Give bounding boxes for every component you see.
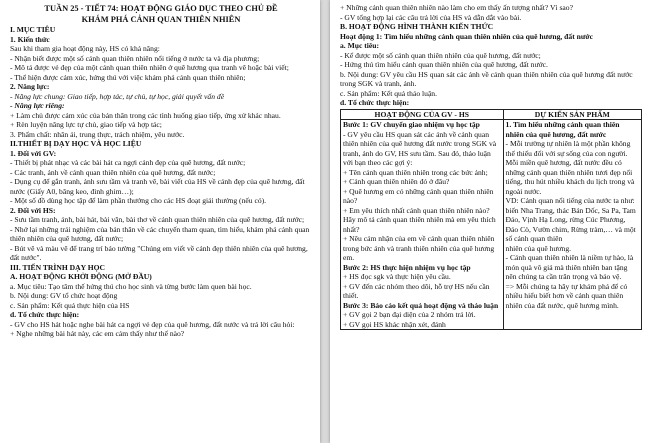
- text-line: - Năng lực riêng:: [10, 101, 65, 110]
- text-line: - Kể được một số cảnh quan thiên nhiên của quê hương, đất nước;: [340, 50, 541, 60]
- text-line: => Mỗi chúng ta hãy tự khám phá để có nhiều hiểu biết hơn về cảnh quan thiên nhiên của đất nước, quê hương mình.: [505, 281, 628, 310]
- left-page-content: [0, 0, 320, 339]
- text-line: - GV yêu cầu HS quan sát các ảnh về cảnh quan thiên nhiên của quê hương đất nước trong SGK và tranh, ảnh do GV, HS sưu tầm. Sau đó, thảo luận với bạn theo các gợi ý:: [343, 129, 497, 167]
- text-line: - GV cho HS hát hoặc nghe bài hát ca ngợi vẻ đẹp của quê hương, đất nước và trả lời câu hỏi:: [10, 319, 295, 329]
- text-line: c. Sản phẩm: Kết quả thảo luận.: [340, 88, 438, 98]
- text-line: - GV tổng hợp lại các câu trả lời của HS và dẫn dắt vào bài.: [340, 12, 522, 22]
- lesson-subtitle: KHÁM PHÁ CẢNH QUAN THIÊN NHIÊN: [81, 15, 241, 24]
- text-line: + Làm chủ được cảm xúc của bản thân trong các tình huống giao tiếp, ứng xử khác nhau.: [10, 110, 281, 120]
- text-line: - Thiết bị phát nhạc và các bài hát ca ngợi cảnh đẹp của quê hương, đất nước;: [10, 158, 246, 167]
- text-line: + GV đến các nhóm theo dõi, hỗ trợ HS nếu cần thiết.: [343, 281, 490, 300]
- text-line: - Năng lực chung: Giao tiếp, hợp tác, tự chủ, tự học, giải quyết vấn đề: [10, 91, 225, 101]
- text-line: 1. Kiến thức: [10, 34, 50, 44]
- table-header-teacher-student: HOẠT ĐỘNG CỦA GV - HS: [341, 109, 504, 120]
- text-line: A. HOẠT ĐỘNG KHỞI ĐỘNG (MỞ ĐẦU): [10, 272, 152, 281]
- text-line: 2. Năng lực:: [10, 82, 50, 91]
- text-line: III. TIẾN TRÌNH DẠY HỌC: [10, 262, 106, 272]
- text-line: + HS đọc sgk và thực hiện yêu cầu.: [343, 272, 451, 281]
- text-line: Sau khi tham gia hoạt động này, HS có khả năng:: [10, 44, 160, 53]
- text-line: a. Mục tiêu: Tạo tâm thế hứng thú cho học sinh và từng bước làm quen bài học.: [10, 281, 252, 291]
- text-line: c. Sản phẩm: Kết quả thực hiện của HS: [10, 300, 130, 310]
- table-header-expected-product: DỰ KIẾN SẢN PHẨM: [503, 109, 641, 120]
- lesson-title: TUẦN 25 - TIẾT 74: HOẠT ĐỘNG GIÁO DỤC THEO CHỦ ĐỀ: [44, 4, 278, 13]
- text-line: nhiên của quê hương.: [505, 243, 572, 253]
- text-line: B. HOẠT ĐỘNG HÌNH THÀNH KIẾN THỨC: [340, 22, 494, 31]
- text-line: 2. Đối với HS:: [10, 205, 56, 215]
- text-line: - Mỗi trường tự nhiên là một phần không thể thiếu đối với sự sống của con người. Mỗi miền quê hương, đất nước đều có những cảnh quan thiên nhiên tươi đẹp nổi tiếng, thu hút nhiều khách du lịch trong và ngoài nước.: [505, 139, 635, 196]
- text-line: 3. Phẩm chất: nhân ái, trung thực, trách nhiệm, yêu nước.: [10, 129, 185, 139]
- text-line: Bước 3: Báo cáo kết quả hoạt động và thảo luận: [343, 300, 499, 310]
- text-line: - Dụng cụ để gắn tranh, ảnh sưu tầm và tranh vẽ, bài viết của HS về cảnh đẹp của quê hương, đất nước (Giấy A0, băng keo, đinh ghim…);: [10, 177, 305, 196]
- text-line: Bước 1: GV chuyển giao nhiệm vụ học tập: [343, 120, 480, 129]
- text-line: - Nhớ lại những trải nghiệm của bản thân về các chuyến tham quan, tìm hiểu, khám phá cảnh quan thiên nhiên của quê hương, đất nước;: [10, 224, 310, 243]
- text-line: - Cảnh quan thiên nhiên là niềm tự hào, là món quà vô giá mà thiên nhiên ban tặng nên chúng ta cần trân trọng và bảo vệ.: [505, 253, 634, 281]
- text-line: + Nghe những bài hát này, các em cảm thấy như thế nào?: [10, 329, 185, 338]
- text-line: d. Tổ chức thực hiện:: [340, 98, 410, 107]
- text-line: + Cảnh quan thiên nhiên đó ở đâu?: [343, 177, 450, 186]
- text-line: + GV gọi HS khác nhận xét, đánh: [343, 319, 446, 329]
- text-line: - Các tranh, ảnh về cảnh quan thiên nhiên của quê hương, đất nước;: [10, 167, 216, 177]
- text-line: I. MỤC TIÊU: [10, 25, 56, 34]
- table-cell-activities: [341, 120, 504, 330]
- text-line: a. Mục tiêu:: [340, 41, 380, 50]
- text-line: - Bút vẽ và màu vẽ để trang trí báo tường "Chúng em viết về cảnh đẹp thiên nhiên của quê hương, đất nước".: [10, 243, 308, 262]
- text-line: + Rèn luyện năng lực tự chủ, giao tiếp và hợp tác;: [10, 120, 162, 129]
- text-line: + Những cảnh quan thiên nhiên nào làm cho em thấy ấn tượng nhất? Vì sao?: [340, 3, 573, 12]
- text-line: - Hứng thú tìm hiểu cảnh quan thiên nhiên của quê hương, đất nước.: [340, 60, 548, 69]
- text-line: Bước 2: HS thực hiện nhiệm vụ học tập: [343, 262, 471, 272]
- text-line: + Nêu cảm nhận của em về cảnh quan thiên nhiên trong bức ảnh và tranh thiên nhiên của quê hương em.: [343, 234, 495, 262]
- text-line: - Mô tả được vẻ đẹp của một cảnh quan thiên nhiên ở quê hương qua tranh vẽ hoặc bài viết;: [10, 63, 289, 72]
- text-line: + Tên cảnh quan thiên nhiên trong các bức ảnh;: [343, 167, 488, 177]
- text-line: d. Tổ chức thực hiện:: [10, 310, 80, 319]
- text-line: + Em yêu thích nhất cảnh quan thiên nhiên nào? Hãy mô tả cảnh quan thiên nhiên mà em yêu thích nhất?: [343, 205, 496, 234]
- activity-table: [340, 109, 642, 331]
- right-page: [330, 0, 650, 443]
- text-line: 1. Tìm hiểu những cảnh quan thiên nhiên của quê hương, đất nước: [505, 120, 620, 139]
- text-line: Hoạt động 1: Tìm hiểu những cảnh quan thiên nhiên của quê hương, đất nước: [340, 31, 593, 41]
- text-line: + GV gọi 2 bạn đại diện của 2 nhóm trả lời.: [343, 310, 476, 319]
- right-body: [340, 3, 642, 108]
- table-row: [341, 120, 642, 330]
- text-line: II.THIẾT BỊ DẠY HỌC VÀ HỌC LIỆU: [10, 139, 142, 148]
- text-line: VD: Cảnh quan nổi tiếng của nước ta như: biển Nha Trang, thác Bản Dốc, Sa Pa, Tam Đảo, Vịnh Hạ Long, rừng Cúc Phương, Đảo Cò, Vườn chim, Rừng tràm,… và một số cảnh quan thiên: [505, 196, 636, 243]
- left-body: [10, 25, 312, 339]
- text-line: - Thể hiện được cảm xúc, hứng thú với việc khám phá cảnh quan thiên nhiên;: [10, 72, 246, 82]
- text-line: + Quê hương em có những cảnh quan thiên nhiên nào?: [343, 186, 494, 205]
- table-header-row: [341, 109, 642, 120]
- text-line: - Sưu tầm tranh, ảnh, bài hát, bài văn, bài thơ về cảnh quan thiên nhiên của quê hương, đất nước;: [10, 215, 305, 224]
- text-line: 1. Đối với GV:: [10, 148, 57, 158]
- text-line: b. Nội dung: GV yêu cầu HS quan sát các ảnh về cảnh quan thiên nhiên của quê hương đất nước trong SGK và tranh, ảnh.: [340, 69, 633, 88]
- text-line: - Một số đồ dùng học tập để làm phần thưởng cho các HS đoạt giải thưởng (nếu có).: [10, 196, 267, 205]
- table-cell-products: [503, 120, 641, 330]
- text-line: - Nhận biết được một số cảnh quan thiên nhiên nổi tiếng ở nước ta và địa phương;: [10, 53, 260, 63]
- text-line: b. Nội dung: GV tổ chức hoạt động: [10, 291, 118, 300]
- right-page-content: [330, 0, 650, 330]
- left-page: [0, 0, 320, 443]
